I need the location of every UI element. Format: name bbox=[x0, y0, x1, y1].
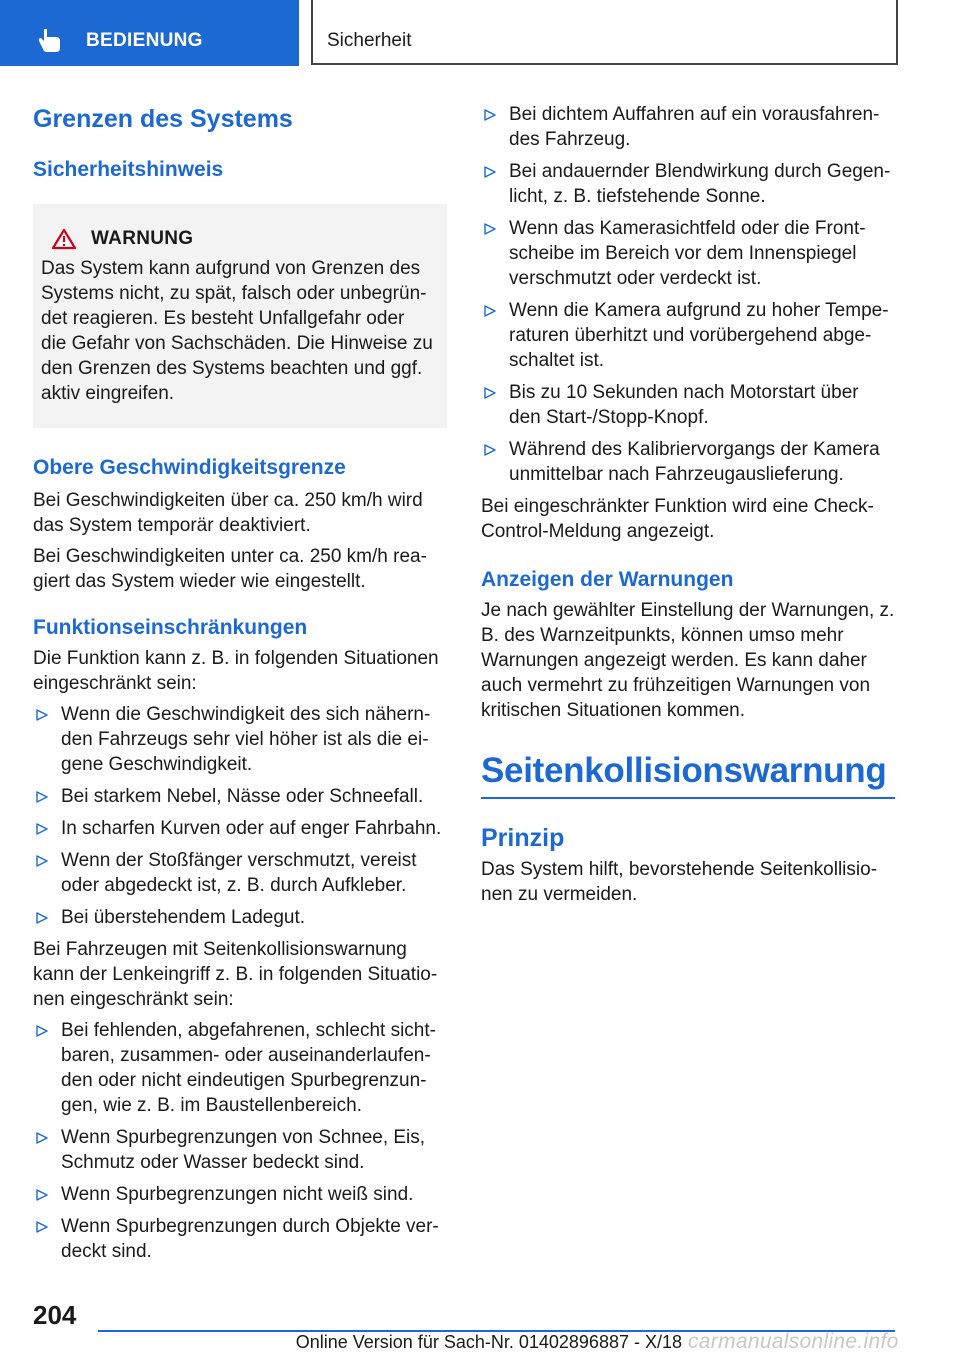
list-item: Wenn das Kamerasichtfeld oder die Front-scheibe im Bereich vor dem Innenspiegel verschmutzt oder verdeckt ist. bbox=[481, 216, 895, 291]
page-number: 204 bbox=[33, 1300, 77, 1330]
speed-limit-heading: Obere Geschwindigkeitsgrenze bbox=[33, 456, 346, 479]
steering-intro: Bei Fahrzeugen mit Seitenkollisionswarnung kann der Lenkeingriff z. B. in folgenden Situatio-nen eingeschränkt sein: bbox=[33, 939, 438, 1010]
bullet-triangle-icon bbox=[483, 165, 497, 179]
list-item: Bei andauernder Blendwirkung durch Gegen-licht, z. B. tiefstehende Sonne. bbox=[481, 159, 895, 209]
bullet-triangle-icon bbox=[35, 822, 49, 836]
online-version-text: Online Version für Sach-Nr. 01402896887 - X/18 bbox=[295, 1332, 682, 1352]
bullet-triangle-icon bbox=[483, 304, 497, 318]
check-control-text: Bei eingeschränkter Funktion wird eine Check-Control-Meldung angezeigt. bbox=[481, 496, 874, 542]
list-item: Wenn die Kamera aufgrund zu hoher Tempe-raturen überhitzt und vorübergehend abge-schaltet ist. bbox=[481, 298, 895, 373]
list-item: Bis zu 10 Sekunden nach Motorstart über den Start-/Stopp-Knopf. bbox=[481, 380, 895, 430]
bullet-triangle-icon bbox=[35, 1220, 49, 1234]
section-title-box bbox=[311, 0, 898, 65]
bullet-triangle-icon bbox=[483, 443, 497, 457]
bullet-triangle-icon bbox=[35, 708, 49, 722]
page-header bbox=[0, 0, 960, 66]
page-footer bbox=[0, 1290, 960, 1362]
list-item: Bei überstehendem Ladegut. bbox=[33, 905, 447, 930]
pointing-hand-icon bbox=[36, 27, 66, 53]
list-item: Während des Kalibriervorgangs der Kamera unmittelbar nach Fahrzeugauslieferung. bbox=[481, 437, 895, 487]
bullet-triangle-icon bbox=[35, 1188, 49, 1202]
warning-label: WARNUNG bbox=[91, 228, 194, 249]
section-tab-bedienung[interactable] bbox=[0, 0, 299, 66]
list-item: Wenn der Stoßfänger verschmutzt, vereist oder abgedeckt ist, z. B. durch Aufkleber. bbox=[33, 848, 447, 898]
right-column bbox=[481, 98, 895, 907]
bullet-triangle-icon bbox=[35, 1024, 49, 1038]
bullet-triangle-icon bbox=[35, 790, 49, 804]
speed-paragraph-1: Bei Geschwindigkeiten über ca. 250 km/h wird das System temporär deaktiviert. bbox=[33, 490, 423, 536]
list-item: Wenn Spurbegrenzungen von Schnee, Eis, Schmutz oder Wasser bedeckt sind. bbox=[33, 1125, 447, 1175]
list-item: Bei fehlenden, abgefahrenen, schlecht sicht-baren, zusammen- oder auseinanderlaufen-den oder nicht eindeutigen Spurbegrenzun-gen, wie z. B. im Baustellenbereich. bbox=[33, 1018, 447, 1118]
warning-triangle-icon bbox=[51, 228, 77, 250]
camera-limits-list bbox=[481, 102, 895, 487]
list-item: In scharfen Kurven oder auf enger Fahrbahn. bbox=[33, 816, 447, 841]
bullet-triangle-icon bbox=[483, 386, 497, 400]
topic-title: Grenzen des Systems bbox=[33, 105, 293, 133]
steering-limits-list bbox=[33, 1018, 447, 1264]
principle-heading: Prinzip bbox=[481, 824, 565, 852]
watermark: carmanualsonline.info bbox=[688, 1330, 899, 1353]
bullet-triangle-icon bbox=[35, 911, 49, 925]
warnings-display-text: Je nach gewählter Einstellung der Warnungen, z. B. des Warnzeitpunkts, können umso mehr Warnungen angezeigt werden. Es kann daher auch vermehrt zu frühzeitigen Warnungen von kritischen Situationen kommen. bbox=[481, 600, 895, 721]
left-column bbox=[33, 98, 447, 1271]
warning-header bbox=[41, 228, 433, 250]
section-title: Sicherheit bbox=[327, 30, 412, 51]
function-intro: Die Funktion kann z. B. in folgenden Situationen eingeschränkt sein: bbox=[33, 648, 439, 694]
bullet-triangle-icon bbox=[483, 222, 497, 236]
tab-label: BEDIENUNG bbox=[86, 30, 203, 51]
function-limits-heading: Funktionseinschränkungen bbox=[33, 616, 308, 639]
bullet-triangle-icon bbox=[35, 854, 49, 868]
bullet-triangle-icon bbox=[35, 1131, 49, 1145]
list-item: Bei starkem Nebel, Nässe oder Schneefall. bbox=[33, 784, 447, 809]
safety-subtitle: Sicherheitshinweis bbox=[33, 158, 224, 181]
warning-box bbox=[33, 204, 447, 428]
list-item: Bei dichtem Auffahren auf ein vorausfahren-des Fahrzeug. bbox=[481, 102, 895, 152]
bullet-triangle-icon bbox=[483, 108, 497, 122]
chapter-title: Seitenkollisionswarnung bbox=[481, 751, 887, 790]
warnings-display-heading: Anzeigen der Warnungen bbox=[481, 568, 734, 591]
list-item: Wenn die Geschwindigkeit des sich nähern-den Fahrzeugs sehr viel höher ist als die ei-gene Geschwindigkeit. bbox=[33, 702, 447, 777]
function-limits-list bbox=[33, 702, 447, 930]
principle-text: Das System hilft, bevorstehende Seitenkollisio-nen zu vermeiden. bbox=[481, 859, 878, 905]
list-item: Wenn Spurbegrenzungen durch Objekte ver-deckt sind. bbox=[33, 1214, 447, 1264]
chapter-heading-block bbox=[481, 749, 895, 799]
warning-text: Das System kann aufgrund von Grenzen des Systems nicht, zu spät, falsch oder unbegrün-det reagieren. Es besteht Unfallgefahr oder die Gefahr von Sachschäden. Die Hinweise zu den Grenzen des Systems beachten und ggf. aktiv eingreifen. bbox=[41, 258, 433, 404]
speed-paragraph-2: Bei Geschwindigkeiten unter ca. 250 km/h rea-giert das System wieder wie eingestellt. bbox=[33, 546, 427, 592]
list-item: Wenn Spurbegrenzungen nicht weiß sind. bbox=[33, 1182, 447, 1207]
